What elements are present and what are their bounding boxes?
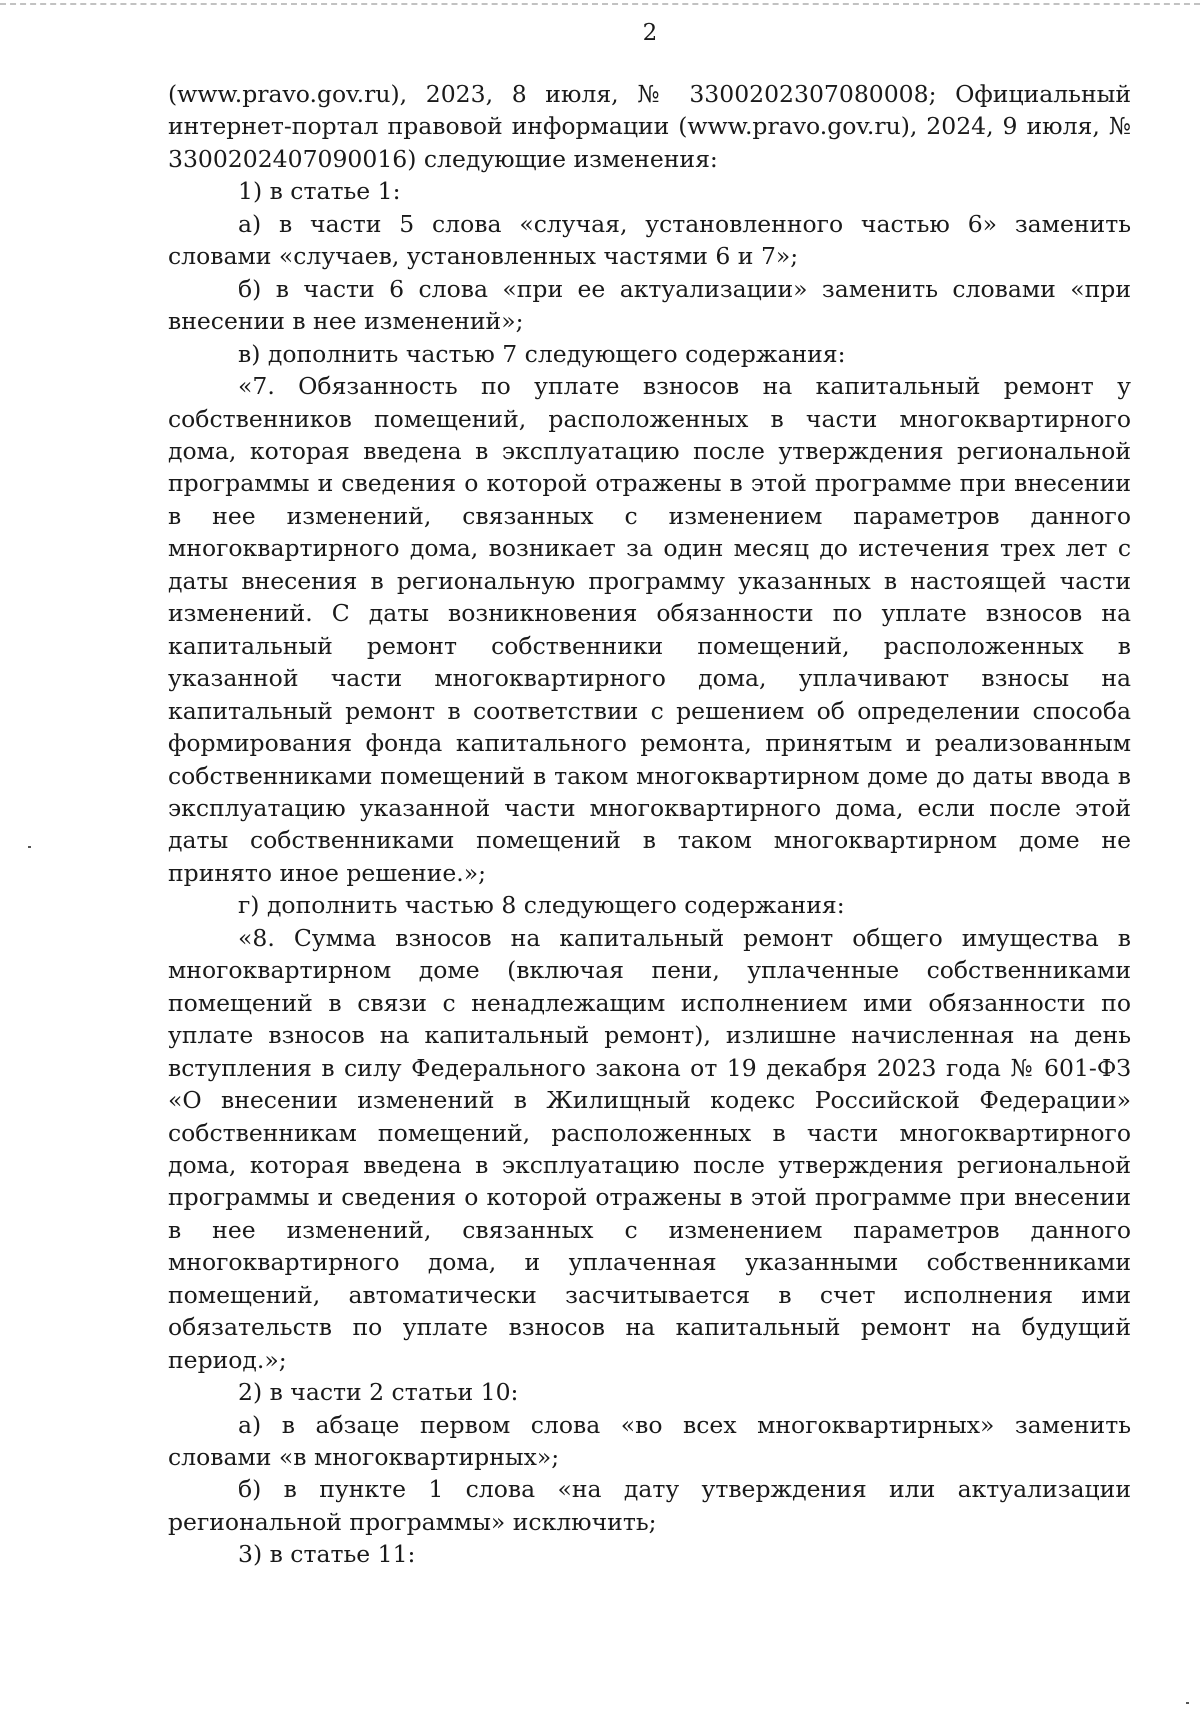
paragraph-intro-continuation: (www.pravo.gov.ru), 2023, 8 июля, № 3300202307080008; Официальный интернет-портал правовой информации (www.pravo.gov.ru), 2024, 9 июля, № 3300202407090016) следующие изменения: [168,80,1131,173]
document-body [168,78,1131,1571]
scan-speck [28,846,31,848]
page-number: 2 [642,20,658,46]
paragraph-item-1: 1) в статье 1: [238,177,401,206]
paragraph-item-1v: в) дополнить частью 7 следующего содержания: [238,339,846,368]
paragraph-item-2a: а) в абзаце первом слова «во всех многоквартирных» заменить словами «в многоквартирных»; [168,1410,1131,1472]
paragraph-item-1g: г) дополнить частью 8 следующего содержания: [238,891,845,920]
paragraph-item-2b: б) в пункте 1 слова «на дату утверждения или актуализации региональной программы» исключить; [168,1475,1131,1536]
paragraph-item-3: 3) в статье 11: [238,1540,416,1569]
scan-top-edge [0,3,1200,5]
paragraph-item-2: 2) в части 2 статьи 10: [238,1378,519,1407]
paragraph-item-1b: б) в части 6 слова «при ее актуализации» заменить словами «при внесении в нее изменений»; [168,274,1131,336]
scan-speck [1186,1702,1189,1704]
paragraph-part-8: «8. Сумма взносов на капитальный ремонт общего имущества в многоквартирном доме (включая пени, уплаченные собственниками помещений в связи с ненадлежащим исполнением ими обязанности по уплате взносов на капитальный ремонт), излишне начисленная на день вступления в силу Федерального закона от 19 декабря 2023 года № 601-ФЗ «О внесении изменений в Жилищный кодекс Российской Федерации» собственникам помещений, расположенных в части многоквартирного дома, которая введена в эксплуатацию после утверждения региональной программы и сведения о которой отражены в этой программе при внесении в нее изменений, связанных с изменением параметров данного многоквартирного дома, и уплаченная указанными собственниками помещений, автоматически засчитывается в счет исполнения ими обязательств по уплате взносов на капитальный ремонт на будущий период.»; [168,923,1131,1374]
paragraph-part-7: «7. Обязанность по уплате взносов на капитальный ремонт у собственников помещений, расположенных в части многоквартирного дома, которая введена в эксплуатацию после утверждения региональной программы и сведения о которой отражены в этой программе при внесении в нее изменений, связанных с изменением параметров данного многоквартирного дома, возникает за один месяц до истечения трех лет с даты внесения в региональную программу указанных в настоящей части изменений. С даты возникновения обязанности по уплате взносов на капитальный ремонт собственники помещений, расположенных в указанной части многоквартирного дома, уплачивают взносы на капитальный ремонт в соответствии с решением об определении способа формирования фонда капитального ремонта, принятым и реализованным собственниками помещений в таком многоквартирном доме до даты ввода в эксплуатацию указанной части многоквартирного дома, если после этой даты собственниками помещений в таком многоквартирном доме не принято иное решение.»; [168,372,1131,887]
paragraph-item-1a: а) в части 5 слова «случая, установленного частью 6» заменить словами «случаев, установленных частями 6 и 7»; [168,209,1131,271]
